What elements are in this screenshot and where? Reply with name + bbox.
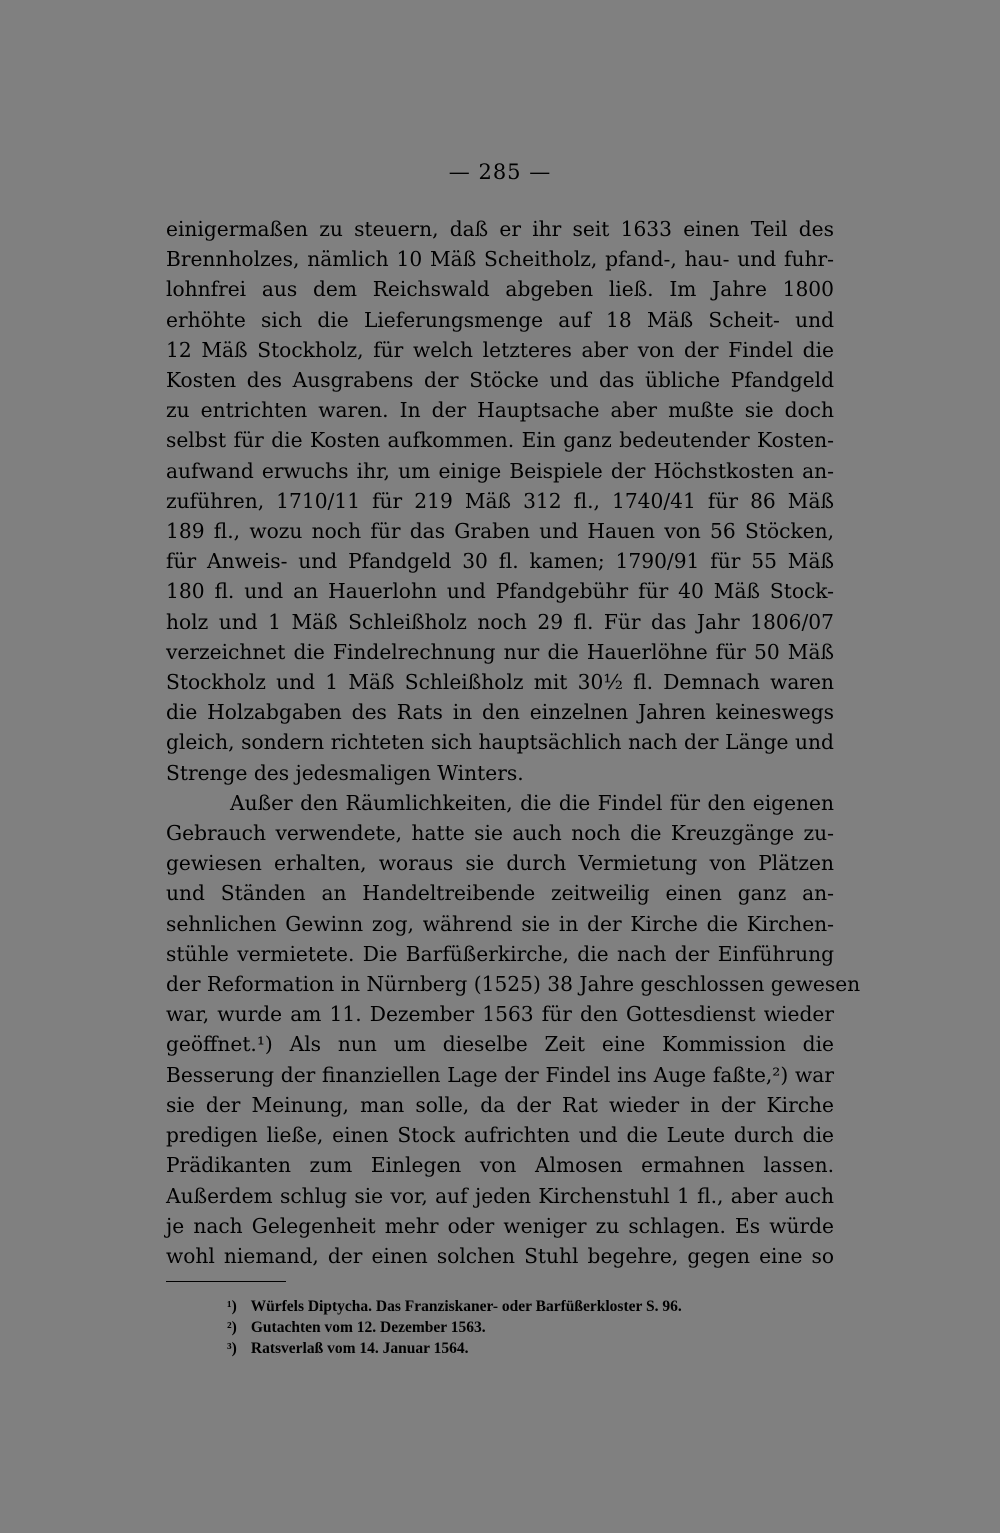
text-line: und Ständen an Handeltreibende zeitweilig einen ganz an-	[166, 881, 834, 906]
footnote-marker: ²)	[227, 1319, 237, 1336]
text-line: Außerdem schlug sie vor, auf jeden Kirchenstuhl 1 fl., aber auch	[166, 1183, 834, 1208]
page-number: — 285 —	[448, 160, 552, 184]
text-line: 189 fl., wozu noch für das Graben und Hauen von 56 Stöcken,	[166, 519, 834, 544]
paragraph-2	[166, 788, 861, 1271]
text-line: 180 fl. und an Hauerlohn und Pfandgebühr für 40 Mäß Stock-	[166, 579, 834, 604]
text-line: zu entrichten waren. In der Hauptsache aber mußte sie doch	[166, 398, 834, 423]
text-line: 12 Mäß Stockholz, für welch letzteres aber von der Findel die	[166, 337, 834, 362]
text-line: Brennholzes, nämlich 10 Mäß Scheitholz, pfand-, hau- und fuhr-	[166, 247, 834, 272]
footnote-1	[227, 1296, 847, 1317]
text-line: selbst für die Kosten aufkommen. Ein ganz bedeutender Kosten-	[166, 428, 834, 453]
text-line: gewiesen erhalten, woraus sie durch Vermietung von Plätzen	[166, 851, 834, 876]
text-line: Gebrauch verwendete, hatte sie auch noch die Kreuzgänge zu-	[166, 821, 834, 846]
text-line: verzeichnet die Findelrechnung nur die Hauerlöhne für 50 Mäß	[166, 639, 834, 664]
text-line: lohnfrei aus dem Reichswald abgeben ließ. Im Jahre 1800	[166, 277, 834, 302]
text-line: aufwand erwuchs ihr, um einige Beispiele der Höchstkosten an-	[166, 458, 834, 483]
text-line: sehnlichen Gewinn zog, während sie in der Kirche die Kirchen-	[166, 911, 834, 936]
footnote-2	[227, 1317, 847, 1338]
footnote-text: Gutachten vom 12. Dezember 1563.	[250, 1319, 486, 1336]
text-line: für Anweis- und Pfandgeld 30 fl. kamen; 1790/91 für 55 Mäß	[166, 549, 834, 574]
text-line: war, wurde am 11. Dezember 1563 für den Gottesdienst wieder	[166, 1002, 834, 1027]
paragraph-1	[166, 214, 834, 788]
text-line: geöffnet.¹) Als nun um dieselbe Zeit eine Kommission die	[166, 1032, 834, 1057]
text-line: holz und 1 Mäß Schleißholz noch 29 fl. Für das Jahr 1806/07	[166, 609, 834, 634]
text-line: stühle vermietete. Die Barfüßerkirche, die nach der Einführung	[166, 941, 834, 966]
text-line: predigen ließe, einen Stock aufrichten und die Leute durch die	[166, 1123, 834, 1148]
text-line: sie der Meinung, man solle, da der Rat wieder in der Kirche	[166, 1092, 834, 1117]
footnote-3	[227, 1338, 847, 1359]
footnote-divider	[166, 1281, 286, 1282]
text-line: erhöhte sich die Lieferungsmenge auf 18 Mäß Scheit- und	[166, 307, 834, 332]
text-line: Strenge des jedesmaligen Winters.	[166, 760, 524, 785]
text-line: zuführen, 1710/11 für 219 Mäß 312 fl., 1740/41 für 86 Mäß	[166, 488, 834, 513]
text-line: wohl niemand, der einen solchen Stuhl begehre, gegen eine so	[166, 1243, 834, 1268]
text-line: der Reformation in Nürnberg (1525) 38 Jahre geschlossen gewesen	[166, 972, 861, 997]
text-line: Prädikanten zum Einlegen von Almosen ermahnen lassen.	[166, 1153, 834, 1178]
text-line: gleich, sondern richteten sich hauptsächlich nach der Länge und	[166, 730, 834, 755]
text-line: Besserung der finanziellen Lage der Findel ins Auge faßte,²) war	[166, 1062, 834, 1087]
text-line: die Holzabgaben des Rats in den einzelnen Jahren keineswegs	[166, 700, 834, 725]
footnote-text: Ratsverlaß vom 14. Januar 1564.	[250, 1340, 469, 1357]
text-line: Stockholz und 1 Mäß Schleißholz mit 30½ fl. Demnach waren	[166, 670, 834, 695]
text-line: einigermaßen zu steuern, daß er ihr seit 1633 einen Teil des	[166, 217, 834, 241]
body-text	[166, 214, 861, 1271]
text-line: je nach Gelegenheit mehr oder weniger zu schlagen. Es würde	[166, 1213, 834, 1238]
text-line: Außer den Räumlichkeiten, die die Findel für den eigenen	[230, 790, 834, 815]
text-line: Kosten des Ausgrabens der Stöcke und das übliche Pfandgeld	[166, 368, 834, 393]
footnote-marker: ³)	[227, 1340, 237, 1357]
footnote-text: Würfels Diptycha. Das Franziskaner- oder Barfüßerkloster S. 96.	[250, 1298, 682, 1315]
footnotes	[227, 1296, 847, 1359]
footnote-marker: ¹)	[227, 1298, 237, 1315]
